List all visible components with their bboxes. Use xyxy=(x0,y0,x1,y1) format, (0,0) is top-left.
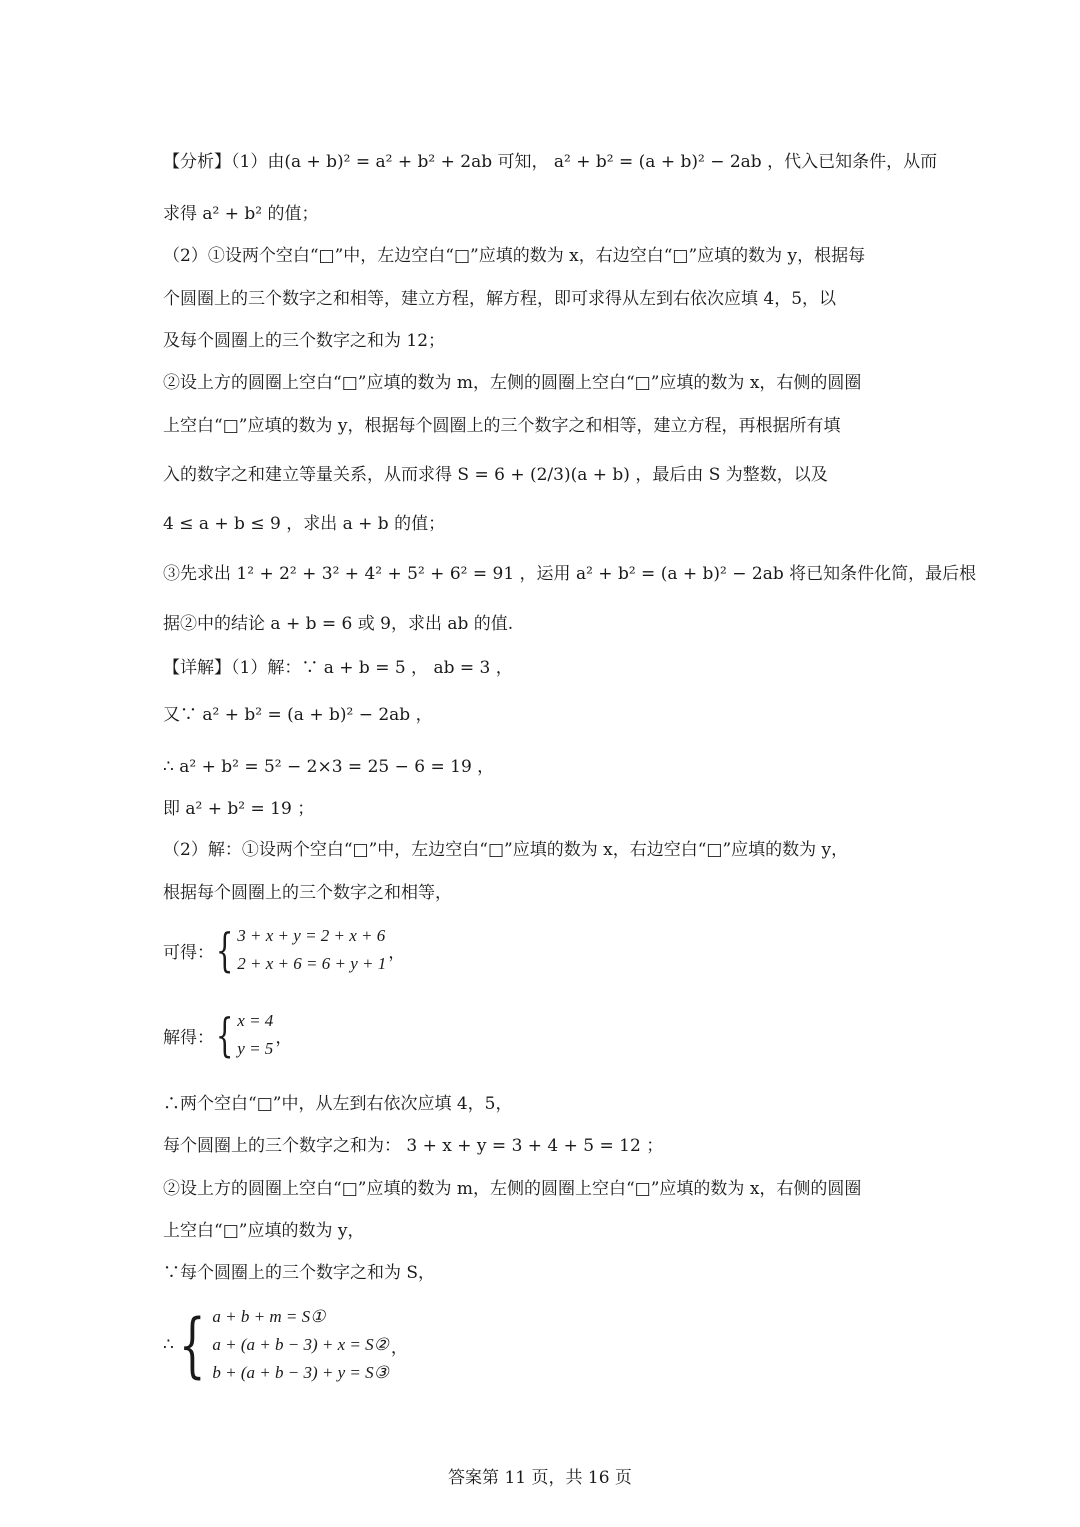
system-1-tail: ， xyxy=(388,942,406,963)
page-footer: 答案第 11 页，共 16 页 xyxy=(448,1468,632,1488)
solution-line-5: （2）解：①设两个空白“□”中，左边空白“□”应填的数为 x，右边空白“□”应填的数为 y， xyxy=(163,840,849,860)
equation-system-2 xyxy=(163,1007,292,1063)
system-3-tail: ， xyxy=(390,1337,408,1358)
solution-line-3: ∴ a² + b² = 5² − 2×3 = 25 − 6 = 19 ， xyxy=(163,757,495,777)
equation-system-1 xyxy=(163,922,405,978)
analysis-line-7: 上空白“□”应填的数为 y，根据每个圆圈上的三个数字之和相等，建立方程，再根据所有填 xyxy=(163,416,841,436)
system-3-eq-3: b + (a + b − 3) + y = S③ xyxy=(212,1363,389,1382)
system-3-eq-2: a + (a + b − 3) + x = S② xyxy=(212,1335,389,1354)
system-3-eq-1: a + b + m = S① xyxy=(212,1307,326,1326)
solution-line-2: 又∵ a² + b² = (a + b)² − 2ab ， xyxy=(163,705,433,725)
analysis-line-4: 个圆圈上的三个数字之和相等，建立方程，解方程，即可求得从左到右依次应填 4，5，以 xyxy=(163,289,837,309)
system-2-tail: ， xyxy=(275,1027,293,1048)
solution-line-10: 上空白“□”应填的数为 y， xyxy=(163,1221,365,1241)
solution-line-9: ②设上方的圆圈上空白“□”应填的数为 m，左侧的圆圈上空白“□”应填的数为 x，右侧的圆圈 xyxy=(163,1179,862,1199)
analysis-line-10: ③先求出 1² + 2² + 3² + 4² + 5² + 6² = 91 ，运用 a² + b² = (a + b)² − 2ab 将已知条件化简，最后根 xyxy=(163,564,977,584)
equation-system-3 xyxy=(163,1303,408,1387)
analysis-line-5: 及每个圆圈上的三个数字之和为 12； xyxy=(163,331,446,351)
solution-line-11: ∵每个圆圈上的三个数字之和为 S， xyxy=(163,1263,436,1283)
analysis-line-3: （2）①设两个空白“□”中，左边空白“□”应填的数为 x，右边空白“□”应填的数为 y，根据每 xyxy=(163,246,866,266)
analysis-line-9: 4 ≤ a + b ≤ 9 ，求出 a + b 的值； xyxy=(163,514,446,534)
analysis-line-6: ②设上方的圆圈上空白“□”应填的数为 m，左侧的圆圈上空白“□”应填的数为 x，右侧的圆圈 xyxy=(163,373,862,393)
brace-icon: { xyxy=(215,1008,234,1062)
analysis-line-1: 【分析】（1）由(a + b)² = a² + b² + 2ab 可知， a² + b² = (a + b)² − 2ab ，代入已知条件，从而 xyxy=(163,152,938,172)
solution-line-8: 每个圆圈上的三个数字之和为： 3 + x + y = 3 + 4 + 5 = 12 ； xyxy=(163,1136,664,1156)
system-2-eq-2: y = 5 xyxy=(237,1039,274,1058)
brace-icon: { xyxy=(215,923,234,977)
solution-line-7: ∴两个空白“□”中，从左到右依次应填 4，5， xyxy=(163,1094,513,1114)
analysis-line-11: 据②中的结论 a + b = 6 或 9，求出 ab 的值. xyxy=(163,614,514,634)
solution-line-4: 即 a² + b² = 19 ； xyxy=(163,799,315,819)
solution-line-6: 根据每个圆圈上的三个数字之和相等， xyxy=(163,883,452,903)
solution-line-1: 【详解】（1）解：∵ a + b = 5 ， ab = 3 ， xyxy=(163,658,513,678)
analysis-line-8: 入的数字之和建立等量关系，从而求得 S = 6 + (2/3)(a + b) ，最后由 S 为整数，以及 xyxy=(163,465,828,485)
analysis-line-2: 求得 a² + b² 的值； xyxy=(163,204,319,224)
system-1-eq-2: 2 + x + 6 = 6 + y + 1 xyxy=(237,954,387,973)
system-1-eq-1: 3 + x + y = 2 + x + 6 xyxy=(237,926,386,945)
system-2-label: 解得： xyxy=(163,1027,214,1048)
system-1-label: 可得： xyxy=(163,942,214,963)
system-3-label: ∴ xyxy=(163,1335,174,1355)
system-2-eq-1: x = 4 xyxy=(237,1011,274,1030)
brace-icon: { xyxy=(178,1304,206,1386)
